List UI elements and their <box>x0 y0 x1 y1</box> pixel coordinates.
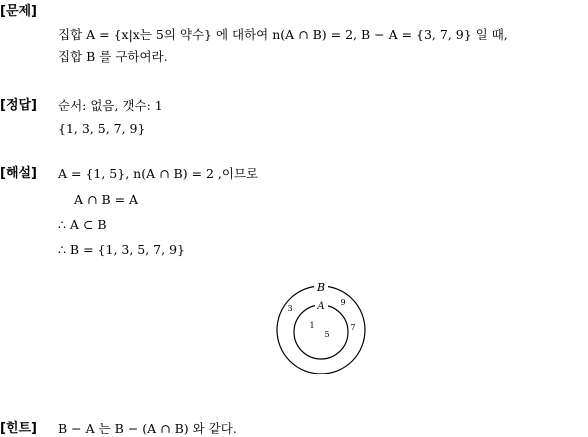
solution-line-2: A ∩ B = A <box>74 192 139 207</box>
answer-line-2: {1, 3, 5, 7, 9} <box>58 121 146 136</box>
solution-line-3: ∴ A ⊂ B <box>58 217 107 232</box>
set-a-label: A <box>317 301 325 312</box>
solution-line-4: ∴ B = {1, 3, 5, 7, 9} <box>58 242 185 257</box>
solution-line-1: A = {1, 5}, n(A ∩ B) = 2 ,이므로 <box>58 166 259 181</box>
element-5: 5 <box>324 330 330 339</box>
solution-label: [해설] <box>0 166 37 181</box>
set-a-circle <box>294 305 348 359</box>
answer-label: [정답] <box>0 98 37 113</box>
element-3: 3 <box>287 304 293 313</box>
venn-diagram <box>270 278 374 374</box>
hint-label: [힌트] <box>0 421 37 436</box>
set-b-label: B <box>316 281 326 294</box>
answer-line-1: 순서: 없음, 갯수: 1 <box>58 98 163 113</box>
problem-label: [문제] <box>0 4 37 19</box>
problem-line-1: 집합 A = {x|x는 5의 약수} 에 대하여 n(A ∩ B) = 2, B − A = {3, 7, 9} 일 때, <box>58 27 508 42</box>
element-9: 9 <box>340 298 346 307</box>
element-7: 7 <box>350 323 356 332</box>
problem-line-2: 집합 B 를 구하여라. <box>58 49 168 64</box>
hint-text: B − A 는 B − (A ∩ B) 와 같다. <box>58 421 237 436</box>
element-1: 1 <box>309 321 315 330</box>
